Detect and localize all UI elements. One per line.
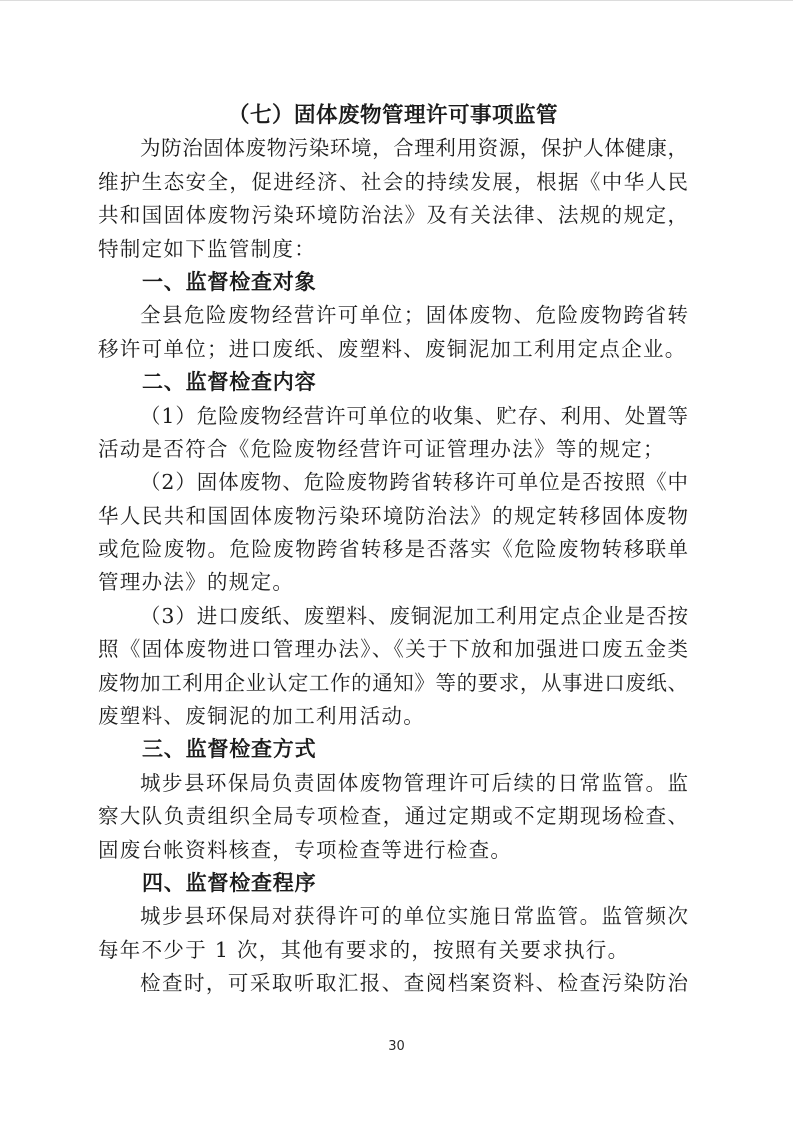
text-line: 每年不少于 1 次，其他有要求的，按照有关要求执行。 [98,937,630,962]
text-line: 特制定如下监管制度： [98,236,316,261]
text-line: （3）进口废纸、废塑料、废铜泥加工利用定点企业是否按 [140,603,688,628]
text-line: 共和国固体废物污染环境防治法》及有关法律、法规的规定， [98,203,688,228]
text-line: 城步县环保局对获得许可的单位实施日常监管。监管频次 [140,904,688,929]
page-number: 30 [388,1039,405,1054]
section-heading: 二、监督检查内容 [142,370,317,395]
text-line: 活动是否符合《危险废物经营许可证管理办法》等的规定； [98,436,665,461]
section-heading: 一、监督检查对象 [142,269,317,294]
text-line: 城步县环保局负责固体废物管理许可后续的日常监管。监 [140,770,688,795]
text-line: （1）危险废物经营许可单位的收集、贮存、利用、处置等 [140,403,688,428]
text-line: 移许可单位；进口废纸、废塑料、废铜泥加工利用定点企业。 [98,336,687,361]
section-heading: 四、监督检查程序 [142,870,317,895]
text-line: 照《固体废物进口管理办法》、《关于下放和加强进口废五金类 [98,637,688,662]
section-heading: 三、监督检查方式 [142,737,317,762]
document-content [98,99,688,1001]
text-line: 华人民共和国固体废物污染环境防治法》的规定转移固体废物 [98,503,688,528]
text-line: 管理办法》的规定。 [98,570,295,595]
text-line: 废物加工利用企业认定工作的通知》等的要求，从事进口废纸、 [98,670,688,695]
text-line: （2）固体废物、危险废物跨省转移许可单位是否按照《中 [140,470,688,495]
document-title: （七）固体废物管理许可事项监管 [227,103,558,128]
text-line: 或危险废物。危险废物跨省转移是否落实《危险废物转移联单 [98,537,688,562]
text-line: 全县危险废物经营许可单位；固体废物、危险废物跨省转 [140,303,688,328]
text-line: 维护生态安全，促进经济、社会的持续发展，根据《中华人民 [98,169,688,194]
text-line: 检查时，可采取听取汇报、查阅档案资料、检查污染防治 [140,971,688,996]
text-line: 固废台帐资料核查，专项检查等进行检查。 [98,837,513,862]
text-line: 废塑料、废铜泥的加工利用活动。 [98,704,425,729]
text-line: 察大队负责组织全局专项检查，通过定期或不定期现场检查、 [98,804,688,829]
text-line: 为防治固体废物污染环境，合理利用资源，保护人体健康， [140,136,688,161]
